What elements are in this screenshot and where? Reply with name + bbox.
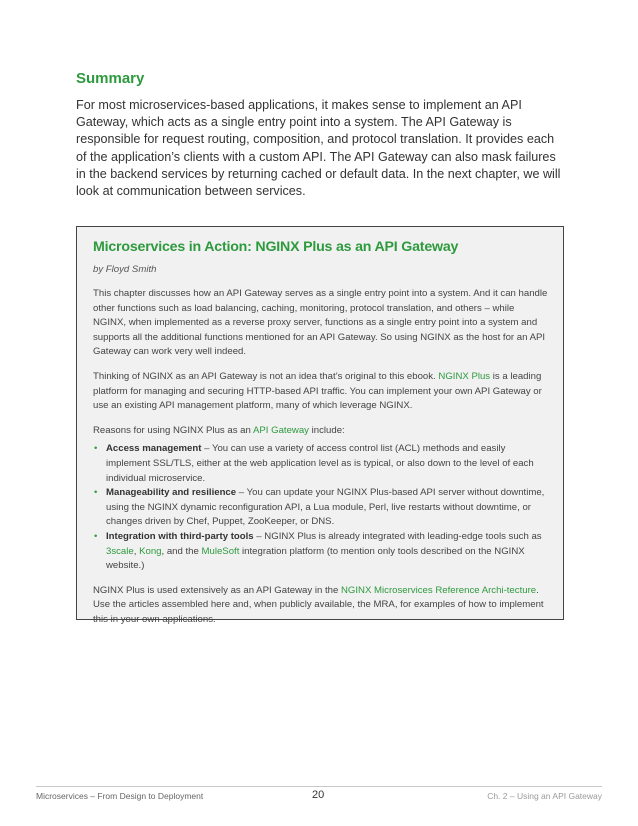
api-gateway-link[interactable]: API Gateway <box>252 424 309 436</box>
footer-divider <box>36 786 602 787</box>
callout-byline: by Floyd Smith <box>93 264 157 275</box>
mulesoft-link[interactable]: MuleSoft <box>201 545 240 557</box>
3scale-link[interactable]: 3scale <box>106 545 134 557</box>
kong-link[interactable]: Kong <box>139 545 162 557</box>
bullet-icon: • <box>94 530 98 542</box>
sidebar-callout-box <box>76 226 564 625</box>
bullet-title: Integration with third-party tools <box>106 530 254 542</box>
bullet-icon: • <box>94 487 98 499</box>
footer-book-title: Microservices – From Design to Deployment <box>36 791 204 801</box>
page-number: 20 <box>312 789 325 801</box>
callout-paragraph-reasons: Reasons for using NGINX Plus as an API Gateway include: <box>93 424 345 436</box>
list-item: • Access management – You can use a variety of access control list (ACL) methods and easily implement SSL/TLS, either at the web application level as is typical, or also down to the level of each individual microservice. <box>94 443 534 484</box>
summary-heading: Summary <box>76 70 145 87</box>
callout-paragraph-intro: This chapter discusses how an API Gateway serves as a single entry point into a system. And it can handle other functions such as load balancing, caching, monitoring, protocol translation, and others – while NGINX, when implemented as a reverse proxy server, functions as a single entry point into a system and supports all the additional functions mentioned for an API Gateway. So using NGINX as the host for an API Gateway can work very well indeed. <box>93 288 548 358</box>
callout-paragraph-nginx-plus: Thinking of NGINX as an API Gateway is not an idea that’s original to this ebook. NGINX Plus is a leading platform for managing and securing HTTP-based API traffic. You can implement your own API Gateway or use an existing API management platform, many of which leverage NGINX. <box>93 370 542 412</box>
footer-chapter-title: Ch. 2 – Using an API Gateway <box>487 791 602 801</box>
mra-link[interactable]: NGINX Microservices Reference Archi-tecture <box>340 584 537 596</box>
list-item: • Manageability and resilience – You can update your NGINX Plus-based API server without downtime, using the NGINX dynamic reconfiguration API, a Lua module, Perl, live restarts without downtime, or changes driven by Chef, Puppet, ZooKeeper, or DNS. <box>94 487 545 528</box>
callout-title: Microservices in Action: NGINX Plus as an API Gateway <box>93 239 459 255</box>
reasons-list <box>93 442 549 573</box>
summary-paragraph: For most microservices-based applications, it makes sense to implement an API Gateway, which acts as a single entry point into a system. The API Gateway is responsible for request routing, composition, and protocol translation. It provides each of the application’s clients with a custom API. The API Gateway can also mask failures in the backend services by returning cached or default data. In the next chapter, we will look at communication between services. <box>76 98 561 199</box>
callout-paragraph-mra: NGINX Plus is used extensively as an API Gateway in the NGINX Microservices Reference Archi-tecture. Use the articles assembled here and, when publicly available, the MRA, for examples of how to implement this in your own applications. <box>93 584 544 625</box>
nginx-plus-link[interactable]: NGINX Plus <box>438 370 491 382</box>
bullet-title: Manageability and resilience <box>106 487 237 499</box>
list-item: • Integration with third-party tools – NGINX Plus is already integrated with leading-edge tools such as 3scale, Kong, and the MuleSoft integration platform (to mention only tools described on the NGINX website.) <box>94 530 542 572</box>
bullet-title: Access management <box>106 443 202 455</box>
bullet-icon: • <box>94 443 98 455</box>
